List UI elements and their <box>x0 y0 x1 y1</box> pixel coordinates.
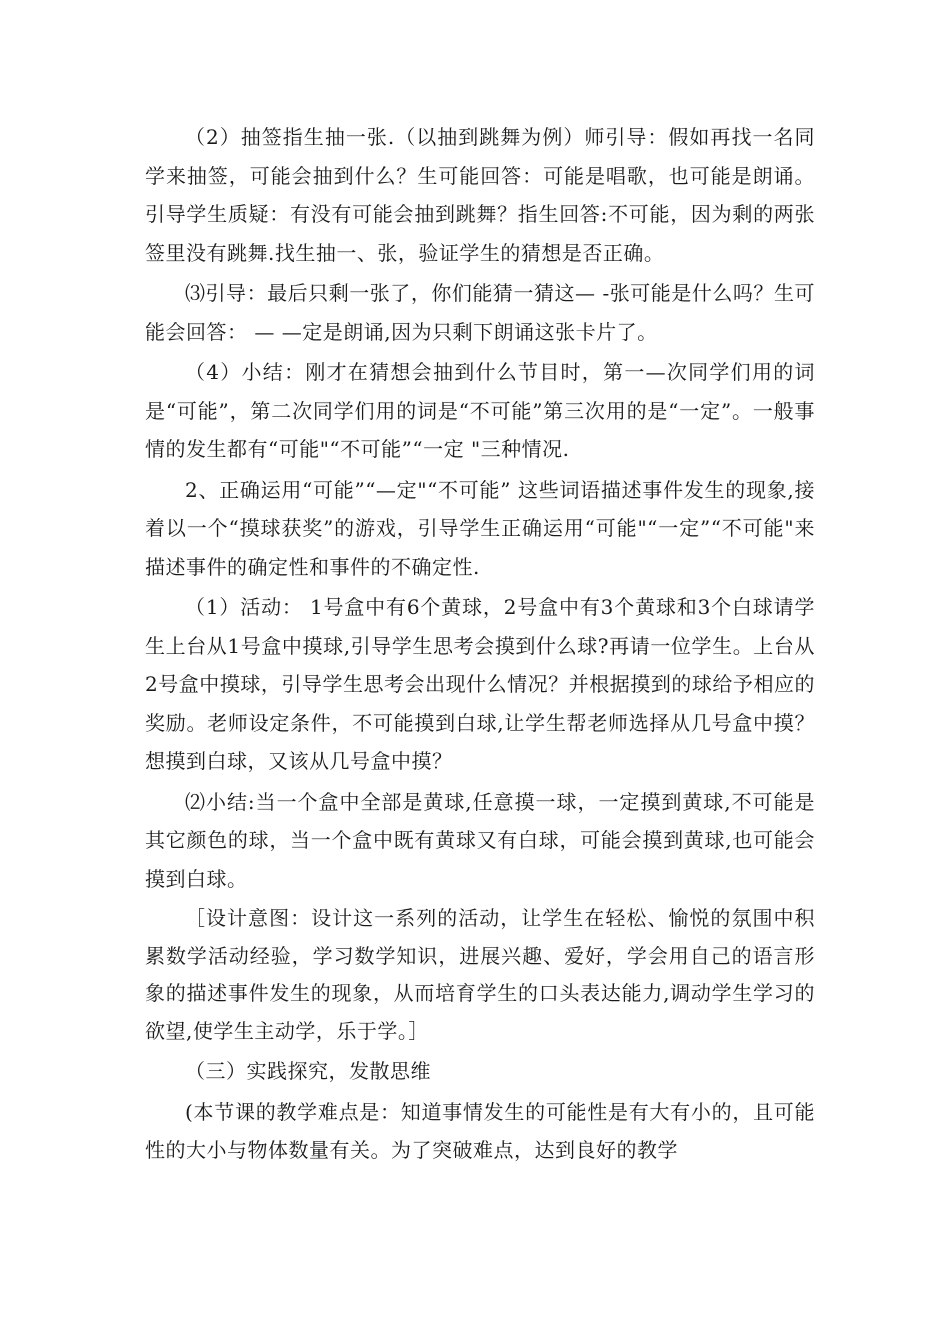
paragraph-activity: （1）活动： 1号盒中有6个黄球，2号盒中有3个黄球和3个白球请学生上台从1号盒中摸球,引导学生思考会摸到什么球?再请一位学生。上台从2号盒中摸球，引导学生思考会出现什么情况？并根据摸到的球给予相应的奖励。老师设定条件，不可能摸到白球,让学生帮老师选择从几号盒中摸？想摸到白球，又该从几号盒中摸？ <box>145 595 815 773</box>
paragraph-summary-words: （4）小结：刚才在猜想会抽到什么节目时，第一—次同学们用的词是“可能”，第二次同学们用的词是“不可能”第三次用的是“一定”。一般事情的发生都有“可能"“不可能”“一定 "三种情况. <box>145 360 815 461</box>
document-page <box>145 118 815 1172</box>
paragraph-teaching-difficulty: (本节课的教学难点是：知道事情发生的可能性是有大有小的，且可能性的大小与物体数量有关。为了突破难点，达到良好的教学 <box>145 1099 815 1162</box>
paragraph-guide-last-card: ⑶引导：最后只剩一张了，你们能猜一猜这— -张可能是什么吗？生可能会回答： — —定是朗诵,因为只剩下朗诵这张卡片了。 <box>145 281 815 344</box>
paragraph-correct-usage: 2、正确运用“可能”“—定"“不可能” 这些词语描述事件发生的现象,接着以一个“摸球获奖”的游戏，引导学生正确运用“可能"“一定”“不可能"来描述事件的确定性和事件的不确定性. <box>145 477 815 579</box>
paragraph-ball-summary: ⑵小结:当一个盒中全部是黄球,任意摸一球，一定摸到黄球,不可能是其它颜色的球，当一个盒中既有黄球又有白球，可能会摸到黄球,也可能会摸到白球。 <box>145 789 815 891</box>
paragraph-draw-lots: （2）抽签指生抽一张.（以抽到跳舞为例）师引导：假如再找一名同学来抽签，可能会抽到什么？生可能回答：可能是唱歌，也可能是朗诵。引导学生质疑：有没有可能会抽到跳舞？指生回答:不可能，因为剩的两张签里没有跳舞.找生抽一、张，验证学生的猜想是否正确。 <box>145 125 815 265</box>
section-heading-practice: （三）实践探究，发散思维 <box>185 1059 431 1083</box>
paragraph-design-intent: ［设计意图：设计这一系列的活动，让学生在轻松、愉悦的氛围中积累数学活动经验，学习数学知识，进展兴趣、爱好，学会用自己的语言形象的描述事件发生的现象，从而培育学生的口头表达能力,调动学生学习的欲望,使学生主动学，乐于学。］ <box>145 906 815 1043</box>
